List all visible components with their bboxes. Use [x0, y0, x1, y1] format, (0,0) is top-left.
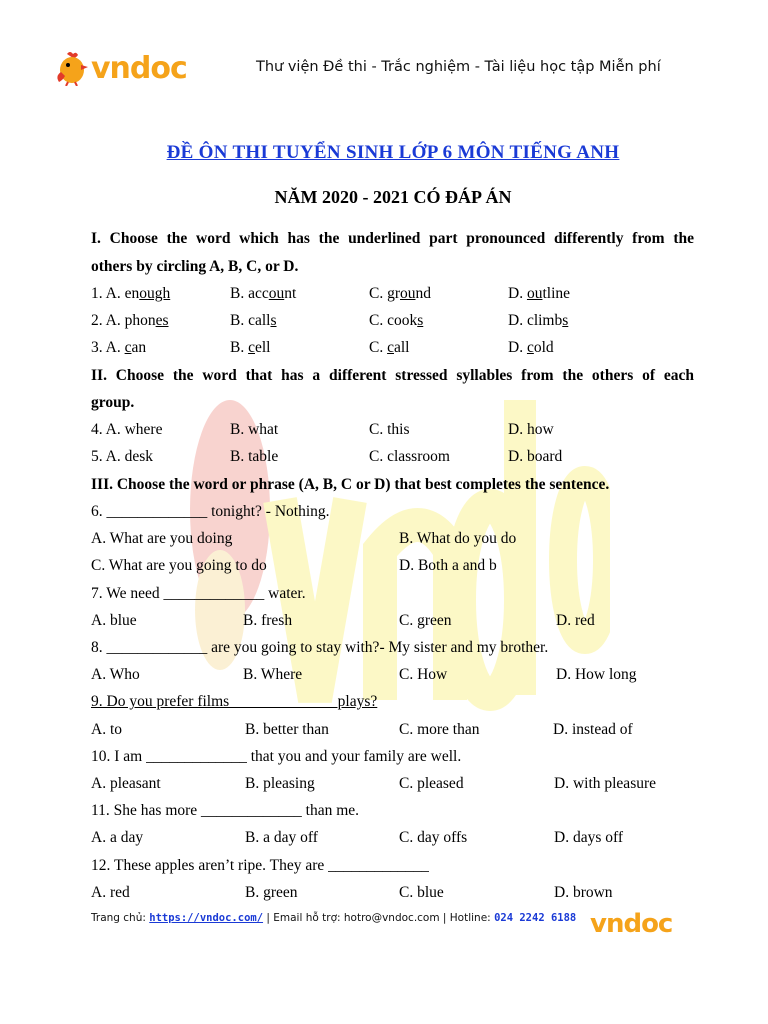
footer-logo-text: vndoc [590, 909, 673, 939]
header-tagline: Thư viện Đề thi - Trắc nghiệm - Tài liệu học tập Miễn phí [256, 59, 661, 75]
page-title: ĐỀ ÔN THI TUYỂN SINH LỚP 6 MÔN TIẾNG ANH [166, 142, 620, 163]
q6-option-b[interactable]: B. What do you do [399, 530, 517, 547]
q2-option-d[interactable]: D. climbs [508, 312, 569, 329]
q9-option-c[interactable]: C. more than [399, 721, 480, 738]
q2-option-b[interactable]: B. calls [230, 312, 277, 329]
footer-vndoc-logo[interactable] [590, 909, 672, 939]
question-7-text: 7. We need _____________ water. [91, 585, 306, 602]
question-11-text: 11. She has more _____________ than me. [91, 802, 360, 819]
q12-option-b[interactable]: B. green [245, 884, 298, 901]
q4-option-b[interactable]: B. what [230, 421, 279, 438]
q1-option-c[interactable]: C. ground [369, 285, 431, 302]
q10-option-c[interactable]: C. pleased [399, 775, 464, 792]
q5-option-c[interactable]: C. classroom [369, 448, 450, 465]
q9-option-b[interactable]: B. better than [245, 721, 329, 738]
q3-option-c[interactable]: C. call [369, 339, 410, 356]
q8-option-a[interactable]: A. Who [91, 666, 140, 683]
q11-option-a[interactable]: A. a day [91, 829, 144, 846]
section1-heading-line1: I. Choose the word which has the underlined part pronounced differently from the [91, 230, 694, 247]
q8-option-c[interactable]: C. How [399, 666, 448, 683]
question-6-text: 6. _____________ tonight? - Nothing. [91, 503, 330, 520]
rooster-icon [55, 50, 89, 86]
q7-option-a[interactable]: A. blue [91, 612, 137, 629]
q4-option-d[interactable]: D. how [508, 421, 554, 438]
q8-option-d[interactable]: D. How long [556, 666, 637, 683]
q1-option-a[interactable]: 1. A. enough [91, 285, 171, 302]
q9-option-d[interactable]: D. instead of [553, 721, 633, 738]
q7-option-c[interactable]: C. green [399, 612, 452, 629]
question-6-options-row2 [91, 557, 694, 577]
question-10-options [91, 775, 694, 795]
q2-option-a[interactable]: 2. A. phones [91, 312, 169, 329]
question-5 [91, 448, 694, 468]
question-8-options [91, 666, 694, 686]
question-11-options [91, 829, 694, 849]
q6-option-d[interactable]: D. Both a and b [399, 557, 497, 574]
q5-option-b[interactable]: B. table [230, 448, 279, 465]
logo-text: vndoc [91, 50, 187, 86]
section3-heading: III. Choose the word or phrase (A, B, C or D) that best completes the sentence. [91, 476, 610, 493]
question-6-options-row1 [91, 530, 694, 550]
q4-option-a[interactable]: 4. A. where [91, 421, 163, 438]
page-subtitle: NĂM 2020 - 2021 CÓ ĐÁP ÁN [274, 187, 512, 207]
q9-option-a[interactable]: A. to [91, 721, 122, 738]
q12-option-a[interactable]: A. red [91, 884, 130, 901]
question-10-text: 10. I am _____________ that you and your family are well. [91, 748, 462, 765]
section2-heading-line2: group. [91, 394, 135, 411]
question-9-options [91, 721, 694, 741]
q11-option-d[interactable]: D. days off [554, 829, 624, 846]
question-12-text: 12. These apples aren’t ripe. They are _____________ [91, 857, 429, 874]
q10-option-d[interactable]: D. with pleasure [554, 775, 657, 792]
q10-option-b[interactable]: B. pleasing [245, 775, 315, 792]
q7-option-d[interactable]: D. red [556, 612, 595, 629]
q5-option-a[interactable]: 5. A. desk [91, 448, 153, 465]
section1-heading-line2: others by circling A, B, C, or D. [91, 258, 299, 275]
footer-email-text: | Email hỗ trợ: hotro@vndoc.com | Hotline: [263, 912, 495, 924]
q11-option-b[interactable]: B. a day off [245, 829, 318, 846]
q2-option-c[interactable]: C. cooks [369, 312, 424, 329]
question-4 [91, 421, 694, 441]
q1-option-d[interactable]: D. outline [508, 285, 571, 302]
q5-option-d[interactable]: D. board [508, 448, 563, 465]
footer-hotline[interactable]: 024 2242 6188 [494, 912, 577, 924]
footer-contact [91, 911, 581, 925]
q10-option-a[interactable]: A. pleasant [91, 775, 161, 792]
q3-option-b[interactable]: B. cell [230, 339, 271, 356]
footer-home-label: Trang chủ: [91, 912, 150, 924]
q6-option-a[interactable]: A. What are you doing [91, 530, 233, 547]
footer-home-link[interactable]: https://vndoc.com/ [149, 912, 264, 924]
q1-option-b[interactable]: B. account [230, 285, 297, 302]
question-2 [91, 312, 694, 332]
q12-option-c[interactable]: C. blue [399, 884, 444, 901]
q3-option-d[interactable]: D. cold [508, 339, 554, 356]
question-7-options [91, 612, 694, 632]
q7-option-b[interactable]: B. fresh [243, 612, 293, 629]
q3-option-a[interactable]: 3. A. can [91, 339, 147, 356]
q8-option-b[interactable]: B. Where [243, 666, 303, 683]
q6-option-c[interactable]: C. What are you going to do [91, 557, 267, 574]
section2-heading-line1: II. Choose the word that has a different stressed syllables from the others of each [91, 367, 694, 384]
vndoc-logo[interactable] [55, 50, 187, 86]
question-9-text: 9. Do you prefer films _____________ plays? [91, 693, 378, 710]
question-1 [91, 285, 694, 305]
question-12-options [91, 884, 694, 904]
q4-option-c[interactable]: C. this [369, 421, 410, 438]
q12-option-d[interactable]: D. brown [554, 884, 613, 901]
question-8-text: 8. _____________ are you going to stay with?- My sister and my brother. [91, 639, 549, 656]
question-3 [91, 339, 694, 359]
q11-option-c[interactable]: C. day offs [399, 829, 468, 846]
